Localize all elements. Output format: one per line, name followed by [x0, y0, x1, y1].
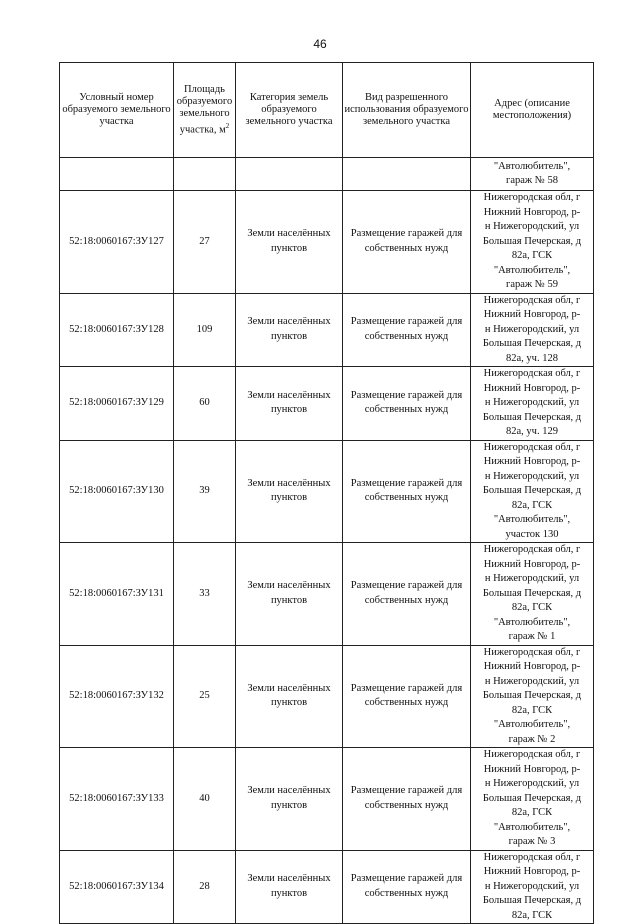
cell-plot-number: 52:18:0060167:ЗУ130 — [60, 440, 174, 543]
table-row — [60, 293, 594, 367]
cell-area: 28 — [174, 850, 236, 924]
cell-plot-number: 52:18:0060167:ЗУ127 — [60, 191, 174, 294]
table-row — [60, 748, 594, 851]
cell-permitted-use: Размещение гаражей для собственных нужд — [343, 440, 471, 543]
cell-area: 33 — [174, 543, 236, 646]
cell-area: 109 — [174, 293, 236, 367]
cell-land-category: Земли населённых пунктов — [236, 191, 343, 294]
header-permitted-use: Вид разрешенного использования образуемого земельного участка — [343, 63, 471, 158]
header-address: Адрес (описание местоположения) — [471, 63, 594, 158]
cell-area: 27 — [174, 191, 236, 294]
cell-permitted-use: Размещение гаражей для собственных нужд — [343, 191, 471, 294]
header-area-unit-sup: 2 — [225, 121, 230, 130]
cell-permitted-use: Размещение гаражей для собственных нужд — [343, 748, 471, 851]
cell-address: Нижегородская обл, г Нижний Новгород, р- н Нижегородский, ул Большая Печерская, д 82а, ГСК "Автолюбитель", гараж № 1 — [471, 543, 594, 646]
table-row — [60, 191, 594, 294]
cell-land-category: Земли населённых пунктов — [236, 543, 343, 646]
cell-permitted-use: Размещение гаражей для собственных нужд — [343, 543, 471, 646]
cell-address: Нижегородская обл, г Нижний Новгород, р- н Нижегородский, ул Большая Печерская, д 82а, уч. 128 — [471, 293, 594, 367]
cell-address: Нижегородская обл, г Нижний Новгород, р- н Нижегородский, ул Большая Печерская, д 82а, ГСК "Автолюбитель", гараж № 2 — [471, 645, 594, 748]
cell-plot-number: 52:18:0060167:ЗУ132 — [60, 645, 174, 748]
table-row — [60, 645, 594, 748]
cell-land-category: Земли населённых пунктов — [236, 367, 343, 441]
cell-area: 40 — [174, 748, 236, 851]
cell-permitted-use: Размещение гаражей для собственных нужд — [343, 367, 471, 441]
table-row-continuation — [60, 158, 594, 191]
cell-plot-number: 52:18:0060167:ЗУ129 — [60, 367, 174, 441]
header-area — [174, 63, 236, 158]
cell-area: 60 — [174, 367, 236, 441]
cell-permitted-use: Размещение гаражей для собственных нужд — [343, 850, 471, 924]
cell-empty — [236, 158, 343, 191]
cell-plot-number: 52:18:0060167:ЗУ131 — [60, 543, 174, 646]
page-number: 46 — [313, 37, 327, 51]
cell-permitted-use: Размещение гаражей для собственных нужд — [343, 293, 471, 367]
table-row — [60, 543, 594, 646]
cell-empty — [343, 158, 471, 191]
cell-area: 25 — [174, 645, 236, 748]
cell-empty — [60, 158, 174, 191]
cell-empty — [174, 158, 236, 191]
cell-address: "Автолюбитель", гараж № 58 — [471, 158, 594, 191]
header-plot-number: Условный номер образуемого земельного участка — [60, 63, 174, 158]
table-body — [60, 158, 594, 924]
header-area-label: Площадь образуемого земельного участка, м — [176, 83, 233, 136]
cell-address: Нижегородская обл, г Нижний Новгород, р- н Нижегородский, ул Большая Печерская, д 82а, ГСК "Автолюбитель", гараж № 59 — [471, 191, 594, 294]
cell-plot-number: 52:18:0060167:ЗУ128 — [60, 293, 174, 367]
cell-permitted-use: Размещение гаражей для собственных нужд — [343, 645, 471, 748]
table-row — [60, 850, 594, 924]
cell-address: Нижегородская обл, г Нижний Новгород, р- н Нижегородский, ул Большая Печерская, д 82а, уч. 129 — [471, 367, 594, 441]
table-row — [60, 440, 594, 543]
cell-address: Нижегородская обл, г Нижний Новгород, р- н Нижегородский, ул Большая Печерская, д 82а, ГСК "Автолюбитель", участок 130 — [471, 440, 594, 543]
cell-plot-number: 52:18:0060167:ЗУ134 — [60, 850, 174, 924]
header-land-category: Категория земель образуемого земельного участка — [236, 63, 343, 158]
cell-plot-number: 52:18:0060167:ЗУ133 — [60, 748, 174, 851]
cell-address: Нижегородская обл, г Нижний Новгород, р- н Нижегородский, ул Большая Печерская, д 82а, ГСК — [471, 850, 594, 924]
table-header — [60, 63, 594, 158]
cell-land-category: Земли населённых пунктов — [236, 748, 343, 851]
land-plots-table — [59, 62, 594, 924]
cell-land-category: Земли населённых пунктов — [236, 645, 343, 748]
cell-land-category: Земли населённых пунктов — [236, 850, 343, 924]
cell-address: Нижегородская обл, г Нижний Новгород, р- н Нижегородский, ул Большая Печерская, д 82а, ГСК "Автолюбитель", гараж № 3 — [471, 748, 594, 851]
table-row — [60, 367, 594, 441]
cell-land-category: Земли населённых пунктов — [236, 293, 343, 367]
cell-area: 39 — [174, 440, 236, 543]
cell-land-category: Земли населённых пунктов — [236, 440, 343, 543]
